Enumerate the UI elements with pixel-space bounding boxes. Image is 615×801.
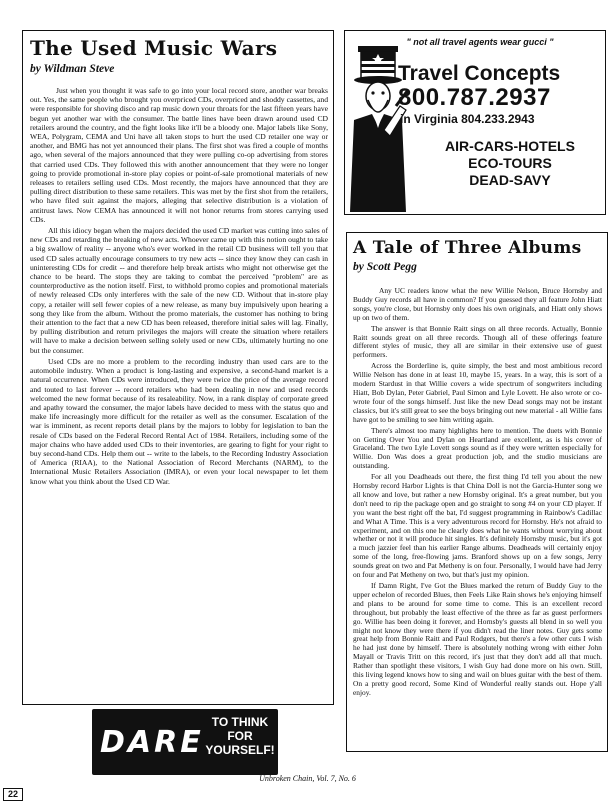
article-paragraph: Just when you thought it was safe to go into your local record store, another war breaks out. Yes, the same people who brought you overpriced CDs, overpriced and shoddy cassettes, and were responsible for shoving disco and rap music down your throats for the last fifteen years have begun yet another war with the consumer. The battle lines have been drawn around used CD retailers around the country, and the fight looks like it'll be a bloody one. Major labels like Sony, WEA, Polygram, CEMA and Uni have all taken stops to hurt the used CD retailer one way or another, and BMG has not yet announced their plans. The first shot was fired a couple of months ago, when several of the majors announced that they were pulling co-op advertising from stores that carried used CDs. They followed this with another announcement that they were no longer going to provide promotional in-store play copies or point-of-sale promotional materials of new releases to retailers selling used CDs. Most recently, the majors have announced that they are pulling direct distribution to these same retailers. This was met by the first shot from the retailers, who have filed suit against the majors, alleging that selective distribution is a violation of antitrust laws. Now CEMA has announced it will not honor returns from stores carrying used CDs. <box>30 86 328 224</box>
dare-slogan <box>204 715 276 757</box>
dare-line: TO THINK <box>211 715 269 729</box>
article-paragraph: Used CDs are no more a problem to the recording industry than used cars are to the automobile industry. When a product is long-lasting and expensive, a second-hand market is a natural occurrence. When CDs were introduced, they were twice the price of the average record and touted to last forever -- record retailers who had been dealing in new and used records welcomed the new format because of its resaleability. Now, in a rank display of corporate greed and apathy toward the consumer, the major labels have decided to mess with the status quo and make life increasingly more difficult for the retailer as well as the consumer. Escalation of the war is imminent, as recent reports detail plans by the majors to lobby for legislation to ban the resale of CDs based on the Federal Record Rental Act of 1984. Retailers, including some of the major chains who have added used CDs to their inventories, are gearing to fight for your right to buy second-hand CDs. Help them out -- write to the labels, to the Recording Industry Association of America (RIAA), to the National Association of Record Merchants (NARM), to the International Music Retailers Association (IMRA), or even your local newspaper to let them know what you think about the Used CD War. <box>30 356 328 486</box>
ad-phone: 800.787.2937 <box>398 84 551 111</box>
page-footer: Unbroken Chain, Vol. 7, No. 6 <box>259 774 356 783</box>
used-music-wars-header <box>30 36 330 75</box>
article-paragraph: Any UC readers know what the new Willie Nelson, Bruce Hornsby and Buddy Guy records all have in common? If you guessed they all feature John Hiatt songs, you're close, but Hornsby only does his own originals, and Hiatt only shows up on two of them. <box>353 287 602 322</box>
article-byline: by Scott Pegg <box>353 261 417 273</box>
dare-line: FOR <box>227 729 253 743</box>
ad-service-item: DEAD-SAVY <box>469 172 551 188</box>
ad-company: Travel Concepts <box>398 62 561 85</box>
ad-service-item: ECO-TOURS <box>468 155 552 171</box>
page-number: 22 <box>3 788 23 801</box>
article-byline: by Wildman Steve <box>30 63 115 75</box>
article-paragraph: The answer is that Bonnie Raitt sings on all three records. Actually, Bonnie Raitt sounds great on all three records. Though all of these offerings feature different styles of music, they all are similar in their extensive use of guest performers. <box>353 323 602 360</box>
article-body <box>353 287 602 749</box>
ad-virginia-phone: in Virginia 804.233.2943 <box>400 112 535 126</box>
dare-word: DARE <box>100 725 204 760</box>
ad-service-item: AIR-CARS-HOTELS <box>445 138 575 154</box>
article-body <box>30 86 328 698</box>
ad-tagline: " not all travel agents wear gucci " <box>406 37 554 47</box>
tale-header <box>353 238 603 273</box>
article-paragraph: There's almost too many highlights here to mention. The duets with Bonnie on Getting Over You and Dylan on Heartland are excellent, as is his cover of Graceland. The two Lyle Lovett songs sound as if they were written especially for Willie. Don Was does a great production job, and the studio musicians are outstanding. <box>353 425 602 471</box>
dare-line: YOURSELF! <box>205 743 275 757</box>
article-paragraph: Across the Borderline is, quite simply, the best and most ambitious record Willie Nelson has done in at least 10, maybe 15, years. In a way, this is sort of a modern Stardust in that Willie covers a wide spectrum of songwriters including Hiatt, Bob Dylan, Peter Gabriel, Paul Simon and Lyle Lovett. He also wrote or co-wrote four of the songs himself. Just like the new Dead songs may not be instant classics, but it's still great to see the boys bringing out new material - all Willie fans have got to be smiling to see him writing again. <box>353 361 602 424</box>
article-paragraph: For all you Deadheads out there, the first thing I'd tell you about the new Hornsby record Harbor Lights is that China Doll is not the Garcia-Hunter song we all know and love, but rather a new Hornsby original. It's a great number, but you don't need to rip the package open and go straight to song #4 on your CD player. If you want the best right off the bat, I'd suggest programming in Rainbow's Cadillac and What A Time. This is a very adventurous record for Hornsby. He's not afraid to experiment, and on this one he clearly does what he wants without worrying about whether or not it will produce hit singles. It's definitely Hornsby music, but it's got a much jazzier feel than his earlier Range albums. Deadheads will certainly enjoy some of the long, free-flowing jams. Branford shows up on a few songs, Jerry sounds great on two and Pat Metheny is on four. Personally, I would have had Jerry on four and Pat Metheny on two, but that's just my opinion. <box>353 472 602 580</box>
article-title: The Used Music Wars <box>30 36 278 60</box>
article-paragraph: If Damn Right, I've Got the Blues marked the return of Buddy Guy to the upper echelon of recorded Blues, then Feels Like Rain shows he's enjoying himself and plans to be around for some time to come. This is an excellent record throughout, but probably the least effective of the three as far as guest performers go. Willie has been doing it forever, and Hornsby's guests all blend in so well you might not know they were there if you didn't read the liner notes. Guy gets some great help from Bonnie Raitt and Paul Rodgers, but there's a few other cuts I wish he had just done by himself. There is absolutely nothing wrong with either John Mayall or Travis Tritt on this record, it's just that they don't add all that much. Rather than spotlight these visitors, I wish Guy had done more on his own. Still, this living legend knows how to sing and wail on blues guitar with the best of them. On a pretty good record, Some Kind of Wonderful really stands out. Hope y'all enjoy. <box>353 581 602 697</box>
article-title: A Tale of Three Albums <box>353 238 582 258</box>
dare-to-think-ad <box>92 709 278 775</box>
ad-services <box>420 138 600 189</box>
article-paragraph: All this idiocy began when the majors decided the used CD market was cutting into sales of new CDs and retarding the breaking of new acts. Whoever came up with this notion ought to take a big swallow of reality -- anyone who's ever worked in the retail CD business will tell you that used CD sales actually encourage consumers to try new acts -- since they know they can cash in uninteresting CDs for credit -- and therefore help break artists who might not otherwise get the chance to be heard. The stops they are taking to combat the perceived "problem" are as counterproductive as the notion itself. First, to withhold promo copies and promotional materials of newly released CDs only interferes with the sale of the new CD. Without that in-store play copy, a retailer will sell fewer copies of a new release, as many buy impulsively upon hearing a song they like from the album. Without the promo materials, the customer has nothing to bring their attention to the fact that a new CD has been released, therefore initial sales will lag. Finally, by pulling distribution and return privileges the majors will create the situation where retailers will have to make a decision between selling solely used or new CDs, ultimately hurting no one but the consumer. <box>30 226 328 355</box>
